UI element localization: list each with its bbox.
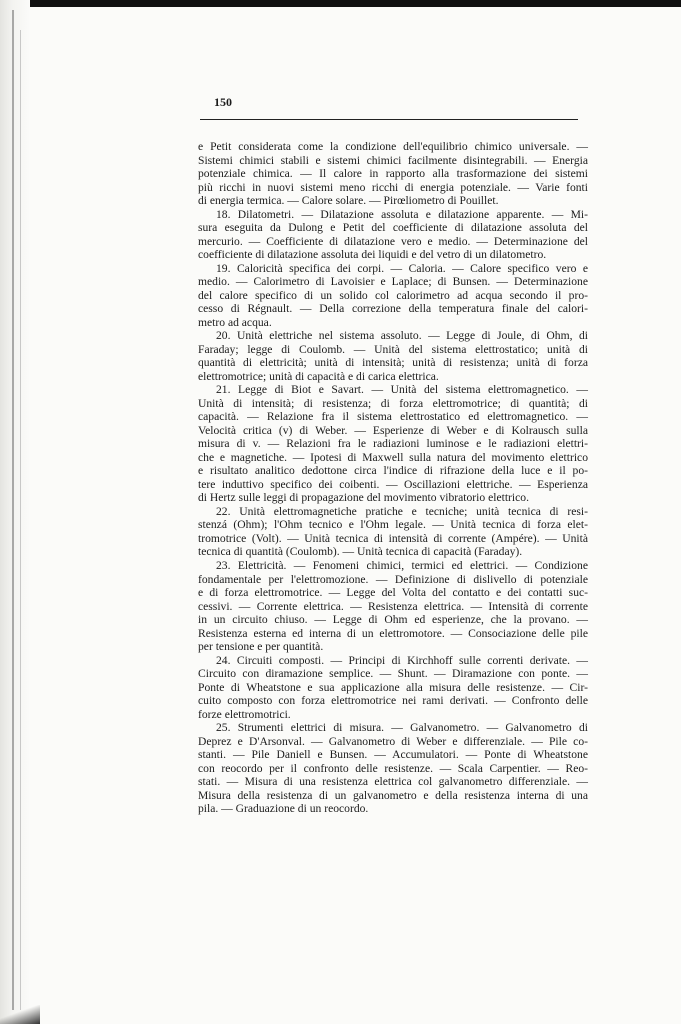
scan-top-border bbox=[0, 0, 681, 7]
text-line: di energia termica. — Calore solare. — Pirœliometro di Pouillet. bbox=[198, 194, 499, 208]
text-line: 23. Elettricità. — Fenomeni chimici, termici ed elettrici. — Condizione bbox=[216, 558, 588, 572]
text-line: in un circuito chiuso. — Legge di Ohm ed esperienze, che la provano. — bbox=[198, 613, 588, 627]
text-line: Unità di intensità; di resistenza; di forza elettromotrice; di quantità; di bbox=[198, 396, 588, 410]
text-line: quantità di elettricità; unità di intensità; unità di resistenza; unità di forza bbox=[198, 356, 588, 370]
binding-line bbox=[20, 30, 21, 1010]
text-line: 20. Unità elettriche nel sistema assoluto. — Legge di Joule, di Ohm, di bbox=[216, 329, 588, 343]
text-line: 25. Strumenti elettrici di misura. — Galvanometro. — Galvanometro di bbox=[216, 721, 588, 735]
text-line: sura eseguita da Dulong e Petit del coefficiente di dilatazione assoluta del bbox=[198, 221, 588, 235]
text-line: stati. — Misura di una resistenza elettrica col galvanometro differenziale. — bbox=[198, 775, 588, 789]
text-line: 19. Caloricità specifica dei corpi. — Caloria. — Calore specifico vero e bbox=[216, 261, 588, 275]
text-line: cuito composto con forza elettromotrice nei rami derivati. — Confronto delle bbox=[198, 694, 588, 708]
text-line: di Hertz sulle leggi di propagazione del movimento vibratorio elettrico. bbox=[198, 491, 529, 505]
text-line: con reocordo per il confronto delle resistenze. — Scala Carpentier. — Reo- bbox=[198, 761, 588, 775]
text-line: Misura della resistenza di un galvanometro e della resistenza interna di una bbox=[198, 788, 588, 802]
text-line: elettromotrice; unità di capacità e di carica elettrica. bbox=[198, 369, 439, 383]
binding-line bbox=[12, 10, 14, 1010]
header-rule bbox=[200, 119, 578, 120]
text-line: Velocità critica (v) di Weber. — Esperienze di Weber e di Kolrausch sulla bbox=[198, 423, 588, 437]
text-line: e Petit considerata come la condizione dell'equilibrio chimico universale. — bbox=[198, 140, 588, 153]
text-line: e risultato analitico dedottone circa l'indice di rifrazione della luce e il po- bbox=[198, 464, 588, 478]
text-line: Ponte di Wheatstone e sua applicazione alla misura delle resistenze. — Cir- bbox=[198, 680, 588, 694]
text-line: stanti. — Pile Daniell e Bunsen. — Accumulatori. — Ponte di Wheatstone bbox=[198, 748, 588, 762]
text-line: più ricchi in nuovi sistemi meno ricchi di energia potenziale. — Varie fonti bbox=[198, 180, 588, 194]
text-line: Sistemi chimici stabili e sistemi chimici facilmente disintegrabili. — Energia bbox=[198, 153, 588, 167]
text-line: 21. Legge di Biot e Savart. — Unità del sistema elettromagnetico. — bbox=[216, 383, 588, 397]
text-line: Resistenza esterna ed interna di un elettromotore. — Consociazione delle pile bbox=[198, 626, 588, 640]
text-line: fondamentale per l'elettromozione. — Definizione di dislivello di potenziale bbox=[198, 572, 588, 586]
text-line: coefficiente di dilatazione assoluta dei liquidi e del vetro di un dilatometro. bbox=[198, 248, 547, 262]
text-line: tecnica di quantità (Coulomb). — Unità tecnica di capacità (Faraday). bbox=[198, 545, 523, 559]
text-line: e di forza elettromotrice. — Legge del Volta del contatto e dei contatti suc- bbox=[198, 586, 588, 600]
text-line: Circuito con diramazione semplice. — Shunt. — Diramazione con ponte. — bbox=[198, 667, 588, 681]
text-line: del calore specifico di un solido col calorimetro ad acqua secondo il pro- bbox=[198, 288, 588, 302]
book-binding-edge bbox=[0, 0, 30, 1024]
text-line: Deprez e D'Arsonval. — Galvanometro di Weber e differenziale. — Pile co- bbox=[198, 734, 588, 748]
text-line: metro ad acqua. bbox=[198, 315, 272, 329]
text-line: misura di v. — Relazioni fra le radiazioni luminose e le radiazioni elettri- bbox=[198, 437, 588, 451]
page-number: 150 bbox=[214, 95, 232, 109]
text-line: tromotrice (Volt). — Unità tecnica di intensità di corrente (Ampére). — Unità bbox=[198, 531, 588, 545]
text-line: potenziale chimica. — Il calore in rapporto alla trasformazione dei sistemi bbox=[198, 167, 588, 181]
text-line: 18. Dilatometri. — Dilatazione assoluta e dilatazione apparente. — Mi- bbox=[216, 207, 588, 221]
text-line: capacità. — Relazione fra il sistema elettrostatico ed elettromagnetico. — bbox=[198, 410, 588, 424]
text-line: cessivi. — Corrente elettrica. — Resistenza elettrica. — Intensità di corrente bbox=[198, 599, 588, 613]
text-line: mercurio. — Coefficiente di dilatazione vero e medio. — Determinazione del bbox=[198, 234, 588, 248]
text-line: Faraday; legge di Coulomb. — Unità del sistema elettrostatico; unità di bbox=[198, 342, 588, 356]
text-line: pila. — Graduazione di un reocordo. bbox=[198, 802, 369, 816]
text-line: 24. Circuiti composti. — Principi di Kirchhoff sulle correnti derivate. — bbox=[216, 653, 588, 667]
text-line: 22. Unità elettromagnetiche pratiche e tecniche; unità tecnica di resi- bbox=[216, 504, 588, 518]
text-line: che e magnetiche. — Ipotesi di Maxwell sulla natura del movimento elettrico bbox=[198, 450, 588, 464]
scan-corner-shadow bbox=[0, 1005, 40, 1024]
text-line: cesso di Régnault. — Della correzione della temperatura finale del calori- bbox=[198, 302, 588, 316]
text-line: tere induttivo specifico dei coibenti. — Oscillazioni elettriche. — Esperienza bbox=[198, 477, 588, 491]
text-line: per tensione e per quantità. bbox=[198, 640, 324, 654]
text-line: medio. — Calorimetro di Lavoisier e Laplace; di Bunsen. — Determinazione bbox=[198, 275, 588, 289]
body-text bbox=[198, 140, 588, 816]
text-line: forze elettromotrici. bbox=[198, 707, 291, 721]
text-line: stenzá (Ohm); l'Ohm tecnico e l'Ohm legale. — Unità tecnica di forza elet- bbox=[198, 518, 588, 532]
